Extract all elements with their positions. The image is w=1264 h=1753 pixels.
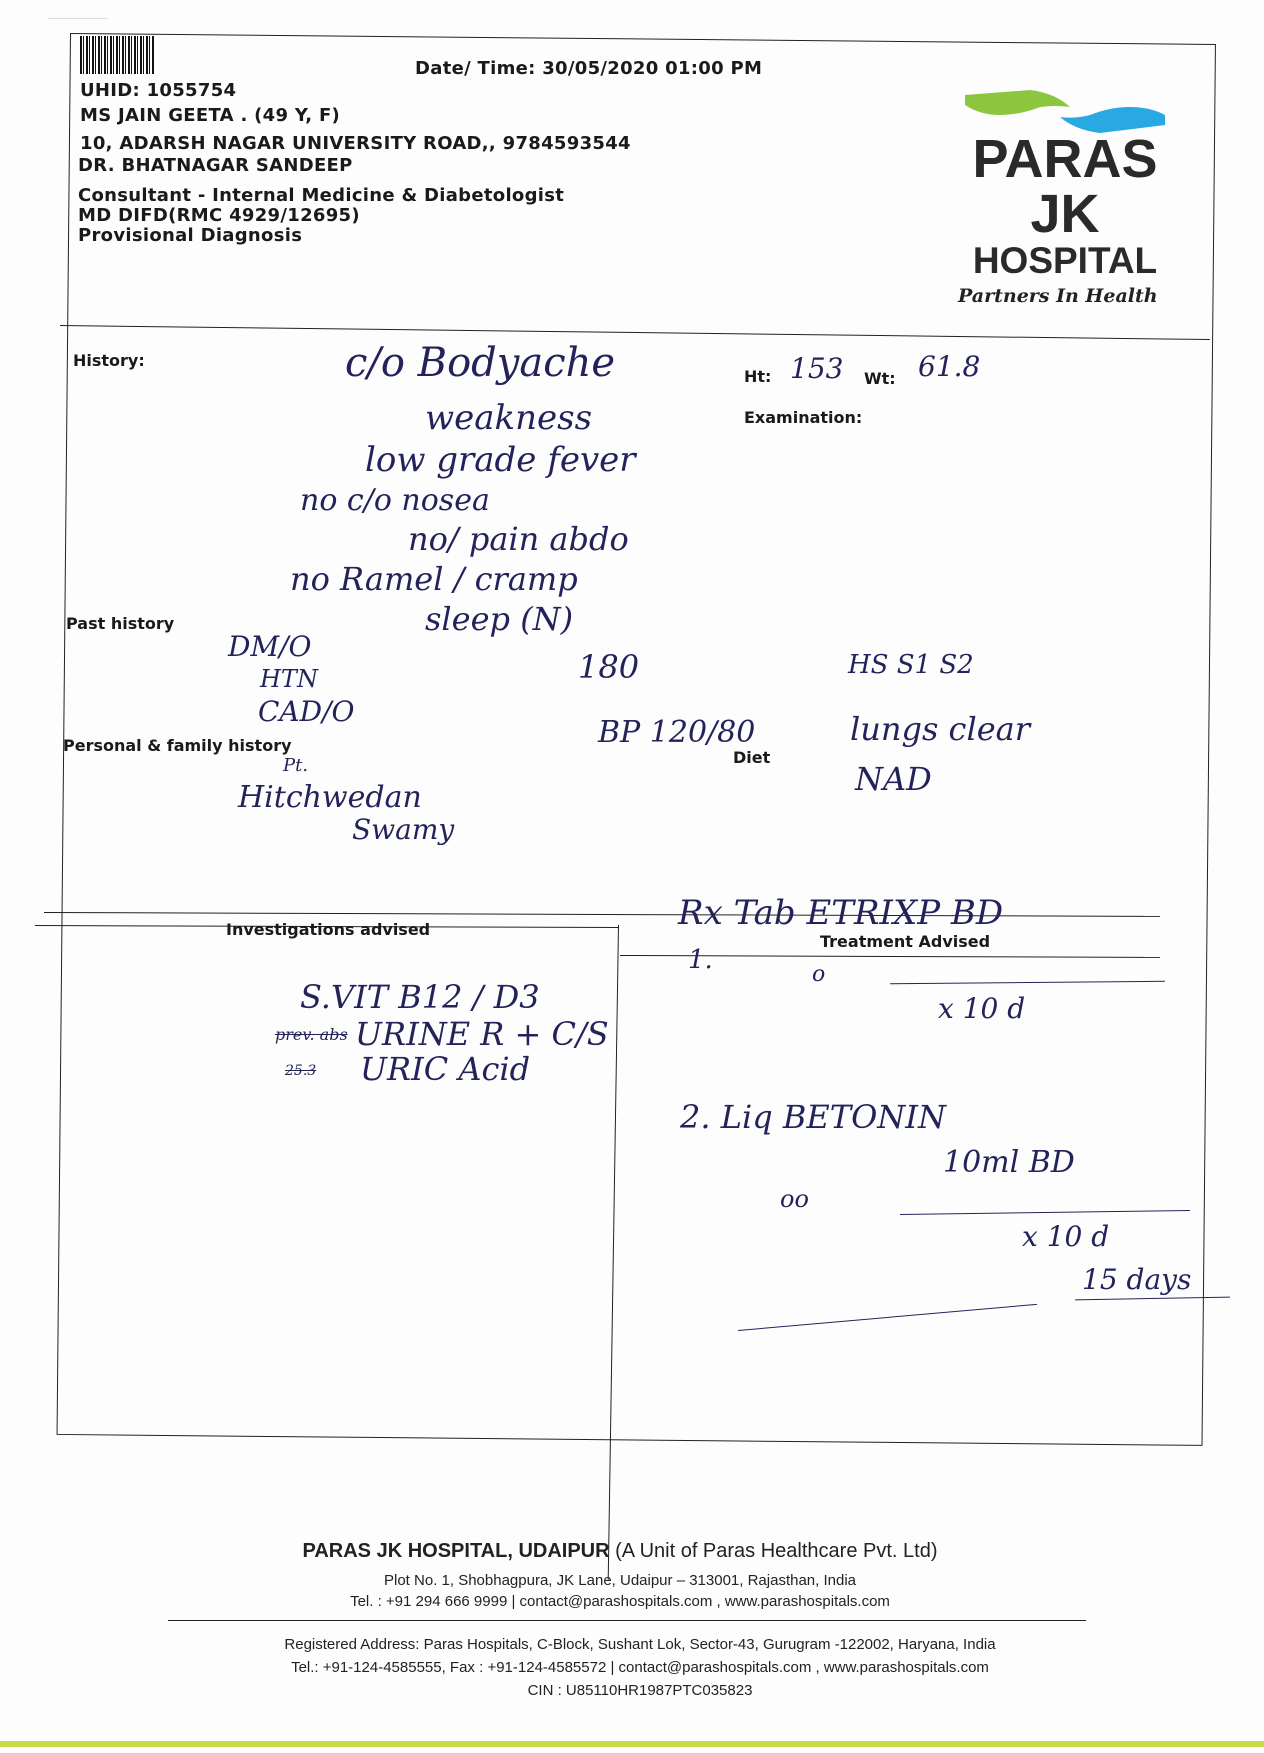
- history-line: no c/o nosea: [300, 483, 490, 518]
- exam-line: NAD: [855, 760, 932, 798]
- examination-label: Examination:: [744, 408, 863, 427]
- investigation-line: S.VIT B12 / D3: [300, 978, 540, 1016]
- patient-address: 10, ADARSH NAGAR UNIVERSITY ROAD,, 9784593544: [80, 133, 631, 154]
- past-history-label: Past history: [66, 614, 175, 633]
- treatment-line: oo: [780, 1185, 809, 1213]
- weight-value: 61.8: [918, 350, 981, 383]
- visit-datetime: Date/ Time: 30/05/2020 01:00 PM: [415, 58, 763, 79]
- treatment-line: o: [812, 962, 826, 987]
- footer-hospital-line: [200, 1540, 1040, 1563]
- past-history-line: HTN: [260, 665, 318, 693]
- weight-label: Wt:: [864, 369, 896, 388]
- provisional-diagnosis-label: Provisional Diagnosis: [78, 225, 303, 246]
- treatment-line: 2. Liq BETONIN: [680, 1098, 946, 1136]
- paper-fold: [32, 0, 108, 19]
- height-value: 153: [790, 352, 844, 385]
- treatment-line: Rx Tab ETRIXP BD: [678, 893, 1004, 933]
- footer-contact-2: Tel.: +91-124-4585555, Fax : +91-124-4585572 | contact@parashospitals.com , www.parashospitals.com: [291, 1659, 989, 1676]
- treatment-line: x 10 d: [938, 992, 1026, 1025]
- footer-hospital-name: PARAS JK HOSPITAL, UDAIPUR: [302, 1540, 610, 1562]
- logo-tagline: Partners In Health: [958, 285, 1158, 307]
- exam-line: HS S1 S2: [848, 650, 974, 680]
- personal-history-line: Pt.: [283, 755, 309, 776]
- footer-registered-address: Registered Address: Paras Hospitals, C-Block, Sushant Lok, Sector-43, Gurugram -122002, Haryana, India: [284, 1636, 996, 1653]
- history-line: no/ pain abdo: [408, 520, 629, 558]
- treatment-line: 1.: [688, 945, 713, 975]
- height-label: Ht:: [744, 367, 772, 386]
- doctor-specialty: Consultant - Internal Medicine & Diabetologist: [78, 185, 565, 206]
- doctor-name: DR. BHATNAGAR SANDEEP: [78, 155, 353, 176]
- footer-contact: Tel. : +91 294 666 9999 | contact@parashospitals.com , www.parashospitals.com: [350, 1593, 890, 1610]
- past-history-line: CAD/O: [258, 695, 355, 728]
- patient-name: MS JAIN GEETA . (49 Y, F): [80, 105, 341, 126]
- footer-divider: [168, 1620, 1086, 1621]
- exam-line: lungs clear: [850, 710, 1030, 748]
- struck-note: prev. abs: [275, 1025, 348, 1044]
- struck-note: 25.3: [285, 1063, 317, 1079]
- diet-label: Diet: [733, 748, 771, 767]
- investigations-label: Investigations advised: [226, 920, 431, 939]
- history-label: History:: [73, 351, 145, 370]
- history-line: c/o Bodyache: [345, 340, 616, 386]
- investigation-line: URINE R + C/S: [355, 1015, 609, 1053]
- uhid: UHID: 1055754: [80, 80, 237, 101]
- treatment-line: 15 days: [1082, 1263, 1192, 1296]
- history-line: low grade fever: [365, 440, 636, 480]
- personal-history-line: Hitchwedan: [238, 780, 422, 815]
- personal-family-history-label: Personal & family history: [63, 736, 292, 755]
- treatment-line: 10ml BD: [943, 1145, 1075, 1180]
- investigation-line: URIC Acid: [360, 1050, 531, 1088]
- logo-jk: JK: [1030, 184, 1100, 244]
- logo-hospital: HOSPITAL: [972, 240, 1158, 281]
- history-line: no Ramel / cramp: [290, 560, 578, 598]
- patient-barcode: [80, 36, 154, 74]
- past-history-line: DM/O: [228, 630, 312, 663]
- personal-history-line: Swamy: [352, 813, 455, 846]
- footer-unit: (A Unit of Paras Healthcare Pvt. Ltd): [609, 1540, 938, 1562]
- history-line: weakness: [425, 398, 593, 438]
- vitals-line: BP 120/80: [598, 715, 756, 750]
- footer-address: Plot No. 1, Shobhagpura, JK Lane, Udaipur – 313001, Rajasthan, India: [384, 1572, 856, 1589]
- footer-cin: CIN : U85110HR1987PTC035823: [527, 1682, 753, 1699]
- doctor-degree: MD DIFD(RMC 4929/12695): [78, 205, 360, 226]
- history-line: sleep (N): [425, 600, 574, 638]
- treatment-label: Treatment Advised: [820, 932, 991, 951]
- treatment-line: x 10 d: [1022, 1220, 1110, 1253]
- logo-paras: PARAS: [972, 129, 1158, 189]
- vitals-line: 180: [578, 648, 640, 686]
- bottom-color-strip: [0, 1741, 1264, 1747]
